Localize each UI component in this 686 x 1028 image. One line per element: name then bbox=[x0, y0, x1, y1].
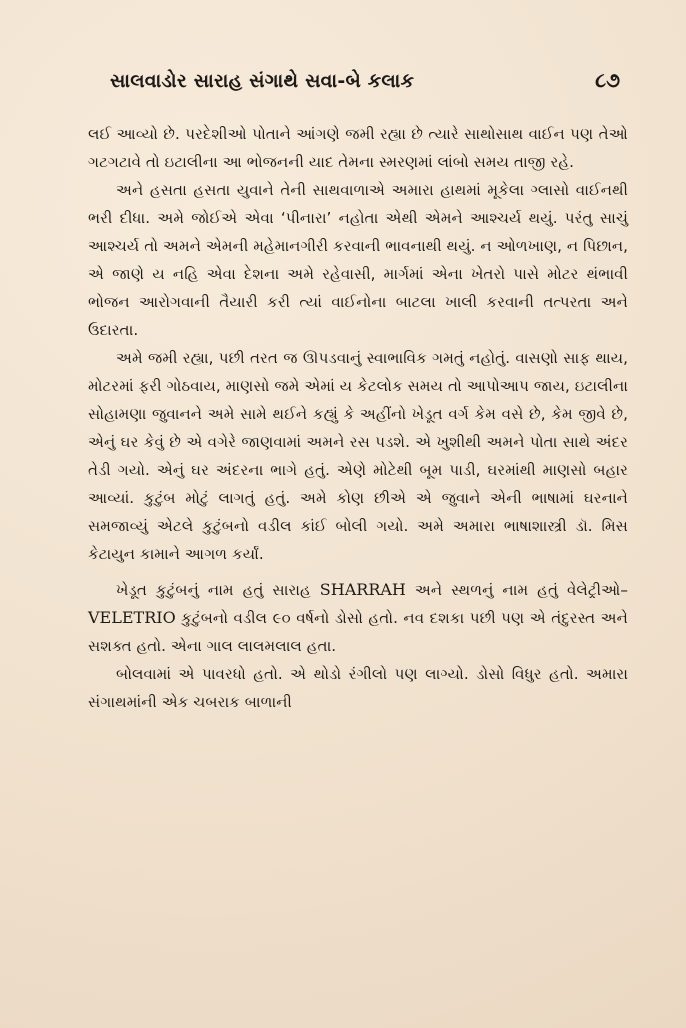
body-text bbox=[88, 120, 628, 716]
paragraph-2: અને હસતા હસતા યુવાને તેની સાથવાળાએ અમારા હાથમાં મૂકેલા ગ્લાસો વાઈનથી ભરી દીધા. અમે જોઈએ એવા ‘પીનારા’ નહોતા એથી એમને આશ્ચર્ય થયું. પરંતુ સાચું આશ્ચર્ય તો અમને એમની મહેમાનગીરી કરવાની ભાવનાથી થયું. ન ઓળખાણ, ન પિછાન, એ જાણે ય નહિ એવા દેશના અમે રહેવાસી, માર્ગમાં એના ખેતરો પાસે મોટર થંભાવી ભોજન આરોગવાની તૈયારી કરી ત્યાં વાઈનોના બાટલા ખાલી કરવાની તત્પરતા અને ઉદારતા. bbox=[88, 181, 628, 339]
page-number: ૮૭ bbox=[595, 68, 620, 92]
paragraph-4-part-3: કુટુંબનો વડીલ ૯૦ વર્ષનો ડોસો હતો. નવ દશકા પછી પણ એ તંદુરસ્ત અને સશક્ત હતો. એના ગાલ લાલમલાલ હતા. bbox=[88, 609, 628, 655]
paragraph-3: અમે જમી રહ્યા, પછી તરત જ ઊપડવાનું સ્વાભાવિક ગમતું નહોતું. વાસણો સાફ થાય, મોટરમાં ફરી ગોઠવાય, માણસો જમે એમાં ય કેટલોક સમય તો આપોઆપ જાય, ઇટાલીના સોહામણા જુવાનને અમે સામે થઈને કહ્યું કે અહીંનો ખેડૂત વર્ગ કેમ વસે છે, કેમ જીવે છે, એનું ઘર કેવું છે એ વગેરે જાણવામાં અમને રસ પડશે. એ ખુશીથી અમને પોતા સાથે અંદર તેડી ગયો. એનું ઘર અંદરના ભાગે હતું. એણે મોટેથી બૂમ પાડી, ઘરમાંથી માણસો બહાર આવ્યાં. કુટુંબ મોટું લાગતું હતું. અમે કોણ છીએ એ જુવાને એની ભાષામાં ઘરનાને સમજાવ્યું એટલે કુટુંબનો વડીલ કાંઈ બોલી ગયો. અમે અમારા ભાષાશાસ્ત્રી ડૉ. મિસ કેટાયુન કામાને આગળ કર્યાં. bbox=[88, 349, 628, 563]
paragraph-5: બોલવામાં એ પાવરધો હતો. એ થોડો રંગીલો પણ લાગ્યો. ડોસો વિધુર હતો. અમારા સંગાથમાંની એક ચબરાક બાળાની bbox=[88, 665, 628, 711]
family-name-latin: SHARRAH bbox=[319, 580, 406, 599]
paragraph-4 bbox=[88, 576, 628, 660]
paragraph-4-part-2: અને સ્થળનું નામ હતું વેલેટ્રીઓ– bbox=[405, 581, 629, 599]
paragraph-4-part-1: ખેડૂત કુટુંબનું નામ હતું સારાહ bbox=[116, 581, 320, 599]
running-header-title: સાલવાડોર સારાહ સંગાથે સવા-બે કલાક bbox=[110, 70, 415, 92]
paragraph-1: લઈ આવ્યો છે. પરદેશીઓ પોતાને આંગણે જમી રહ્યા છે ત્યારે સાથોસાથ વાઈન પણ તેઓ ગટગટાવે તો ઇટાલીના આ ભોજનની યાદ તેમના સ્મરણમાં લાંબો સમય તાજી રહે. bbox=[88, 125, 628, 171]
place-name-latin: VELETRIO bbox=[88, 608, 176, 627]
